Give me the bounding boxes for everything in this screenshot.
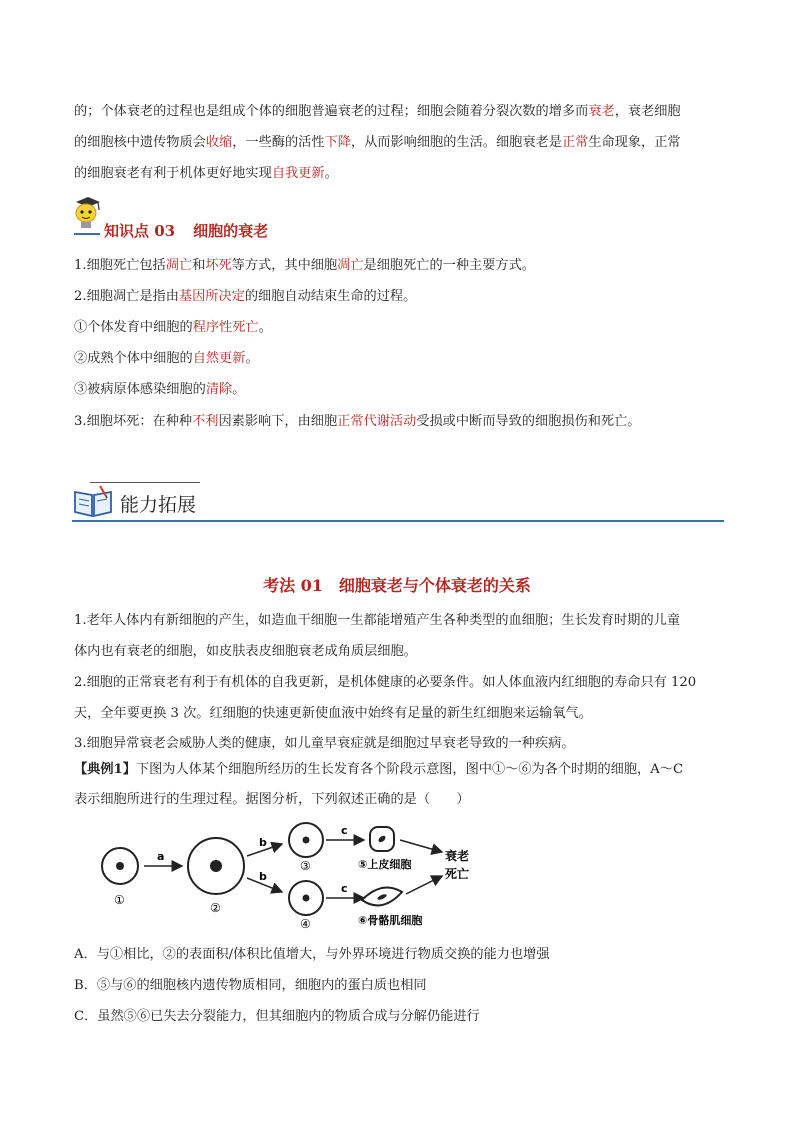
label-n4: ④ (300, 917, 311, 931)
section-header (72, 480, 724, 522)
knowledge-p4 (74, 349, 724, 369)
method-p3: 3.细胞异常衰老会威胁人类的健康，如儿童早衰症就是细胞过早衰老导致的一种疾病。 (74, 736, 575, 751)
knowledge-p3 (74, 318, 724, 338)
arrow-to-end-down (406, 876, 442, 894)
keyword: 正常 (561, 135, 589, 150)
intro-line-1 (74, 102, 724, 122)
text: 生命现象，正常 (588, 135, 681, 150)
text: ③被病原体感染细胞的 (74, 382, 206, 397)
example-question-line1 (74, 760, 724, 780)
label-end2: 死亡 (445, 867, 470, 881)
cell-4-nucleus (303, 895, 310, 902)
lightbulb-mascot-icon (70, 196, 102, 238)
text: 因素影响下，由细胞 (218, 414, 338, 429)
method-p2-line1: 2.细胞的正常衰老有利于有机体的自我更新，是机体健康的必要条件。如人体血液内红细胞的寿命只有 120 (74, 675, 697, 690)
keyword: 清除 (205, 382, 233, 397)
section-rule (72, 520, 724, 522)
keyword: 衰老 (588, 104, 615, 119)
text: 的细胞自动结束生命的过程。 (244, 289, 417, 304)
label-end1: 衰老 (445, 849, 470, 863)
text: 是细胞死亡的一种主要方式。 (363, 258, 535, 273)
option-c: C．虽然⑤⑥已失去分裂能力，但其细胞内的物质合成与分解仍能进行 (74, 1009, 480, 1024)
arrow-to-end-up (400, 840, 442, 852)
text: ②成熟个体中细胞的 (74, 351, 193, 366)
label-n3: ③ (300, 859, 311, 873)
text: ，一些酶的活性 (232, 135, 325, 150)
keyword: 下降 (324, 135, 351, 150)
keyword: 程序性死亡 (192, 320, 259, 335)
title-number: 考法 01 (263, 576, 323, 595)
keyword: 正常代谢活动 (337, 414, 417, 429)
text: 的细胞核中遗传物质会 (74, 135, 206, 150)
text: 受损或中断而导致的细胞损伤和死亡。 (416, 414, 641, 429)
label-c-up: c (341, 824, 348, 837)
text: ①个体发育中细胞的 (74, 320, 193, 335)
keyword: 凋亡 (337, 258, 364, 273)
intro-line-2 (74, 133, 724, 153)
keyword: 自然更新 (192, 351, 246, 366)
knowledge-point-title (104, 220, 268, 241)
knowledge-p1 (74, 256, 724, 276)
keyword: 不利 (192, 414, 219, 429)
title-text: 细胞衰老与个体衰老的关系 (338, 576, 531, 595)
knowledge-p6 (74, 412, 724, 432)
text: 3.细胞坏死：在种种 (74, 414, 193, 429)
cell-2-nucleus (210, 860, 222, 872)
open-book-icon (72, 484, 114, 518)
text: 等方式，其中细胞 (231, 258, 338, 273)
text: 。 (258, 320, 272, 335)
label-n2: ② (210, 901, 221, 915)
method-p1-line1: 1.老年人体内有新细胞的产生，如造血干细胞一生都能增殖产生各种类型的血细胞；生长发育时期的儿童 (74, 613, 681, 628)
method-p1-line2: 体内也有衰老的细胞，如皮肤表皮细胞衰老成角质层细胞。 (74, 644, 417, 659)
section-title: 能力拓展 (120, 494, 197, 516)
text: 和 (192, 258, 206, 273)
label-c-down: c (341, 882, 348, 895)
example-tag: 【典例1】 (74, 762, 136, 777)
keyword: 凋亡 (165, 258, 193, 273)
intro-line-3 (74, 164, 724, 184)
text: 的；个体衰老的过程也是组成个体的细胞普遍衰老的过程；细胞会随着分裂次数的增多而 (74, 104, 589, 119)
label-cell5: ⑤上皮细胞 (358, 858, 412, 871)
text: ，从而影响细胞的生活。细胞衰老是 (350, 135, 562, 150)
cell-1-nucleus (116, 862, 124, 870)
label-a: a (157, 850, 165, 863)
label-cell6: ⑥骨骼肌细胞 (358, 914, 423, 927)
cell-3-nucleus (303, 837, 310, 844)
text: 2.细胞凋亡是指由 (74, 289, 179, 304)
text: 。 (245, 351, 259, 366)
text: 1.细胞死亡包括 (74, 258, 166, 273)
method-p2-line2: 天，全年要更换 3 次。红细胞的快速更新使血液中始终有足量的新生红细胞来运输氧气。 (74, 706, 592, 721)
keyword: 收缩 (205, 135, 233, 150)
label-b-up: b (259, 836, 267, 849)
text: 。 (232, 382, 246, 397)
text: 。 (324, 166, 338, 181)
keyword: 自我更新 (271, 166, 325, 181)
example-question-line2: 表示细胞所进行的生理过程。据图分析，下列叙述正确的是（ ） (74, 792, 470, 807)
section-top-line (90, 482, 200, 483)
keyword: 坏死 (205, 258, 232, 273)
cell-development-diagram (96, 820, 476, 932)
knowledge-p5 (74, 380, 724, 400)
title-text: 细胞的衰老 (193, 222, 269, 240)
label-b-down: b (259, 870, 267, 883)
title-number: 知识点 03 (104, 222, 176, 240)
text: ，衰老细胞 (614, 104, 681, 119)
option-a: A．与①相比，②的表面积/体积比值增大，与外界环境进行物质交换的能力也增强 (74, 947, 550, 962)
text: 的细胞衰老有利于机体更好地实现 (74, 166, 272, 181)
label-n1: ① (114, 893, 125, 907)
knowledge-p2 (74, 287, 724, 307)
keyword: 基因所决定 (178, 289, 245, 304)
text: 下图为人体某个细胞所经历的生长发育各个阶段示意图，图中①～⑥为各个时期的细胞，A～C (135, 762, 684, 777)
option-b: B．⑤与⑥的细胞核内遗传物质相同，细胞内的蛋白质也相同 (74, 978, 427, 993)
method-title (0, 573, 794, 596)
